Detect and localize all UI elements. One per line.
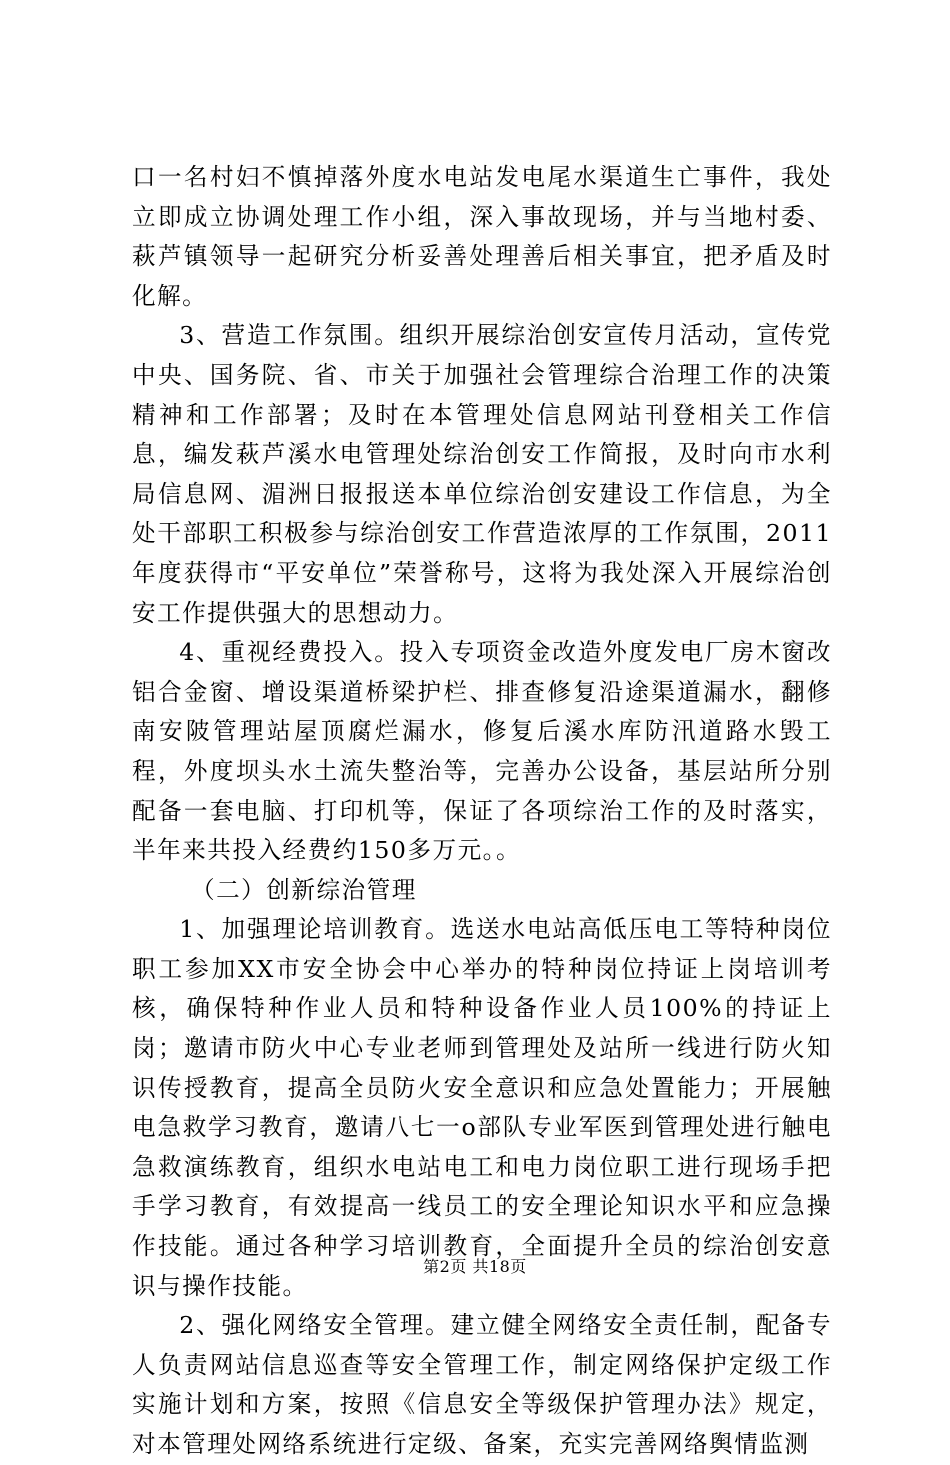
paragraph-item-1: 1、加强理论培训教育。选送水电站高低压电工等特种岗位职工参加XX市安全协会中心举办的特种岗位持证上岗培训考核，确保特种作业人员和特种设备作业人员100%的持证上岗；邀请市防火中心专业老师到管理处及站所一线进行防火知识传授教育，提高全员防火安全意识和应急处置能力；开展触电急救学习教育，邀请八七一o部队专业军医到管理处进行触电急救演练教育，组织水电站电工和电力岗位职工进行现场手把手学习教育，有效提高一线员工的安全理论知识水平和应急操作技能。通过各种学习培训教育，全面提升全员的综治创安意识与操作技能。 bbox=[132, 915, 832, 1300]
paragraph-item-2: 2、强化网络安全管理。建立健全网络安全责任制，配备专人负责网站信息巡查等安全管理工作，制定网络保护定级工作实施计划和方案，按照《信息安全等级保护管理办法》规定，对本管理处网络系统进行定级、备案，充实完善网络舆情监测 bbox=[132, 1311, 832, 1458]
page-number-footer: 第2页 共18页 bbox=[423, 1257, 527, 1276]
paragraph-item-3: 3、营造工作氛围。组织开展综治创安宣传月活动，宣传党中央、国务院、省、市关于加强社会管理综合治理工作的决策精神和工作部署；及时在本管理处信息网站刊登相关工作信息，编发萩芦溪水电管理处综治创安工作简报，及时向市水利局信息网、湄洲日报报送本单位综治创安建设工作信息，为全处干部职工积极参与综治创安工作营造浓厚的工作氛围，2011年度获得市“平安单位”荣誉称号，这将为我处深入开展综治创安工作提供强大的思想动力。 bbox=[132, 321, 832, 627]
paragraph-item-4: 4、重视经费投入。投入专项资金改造外度发电厂房木窗改铝合金窗、增设渠道桥梁护栏、排查修复沿途渠道漏水，翻修南安陂管理站屋顶腐烂漏水，修复后溪水库防汛道路水毁工程，外度坝头水土流失整治等，完善办公设备，基层站所分别配备一套电脑、打印机等，保证了各项综治工作的及时落实，半年来共投入经费约150多万元。。 bbox=[132, 638, 832, 865]
section-heading: （二）创新综治管理 bbox=[191, 875, 417, 904]
paragraph-continuation: 口一名村妇不慎掉落外度水电站发电尾水渠道生亡事件，我处立即成立协调处理工作小组，深入事故现场，并与当地村委、萩芦镇领导一起研究分析妥善处理善后相关事宜，把矛盾及时化解。 bbox=[132, 163, 832, 310]
